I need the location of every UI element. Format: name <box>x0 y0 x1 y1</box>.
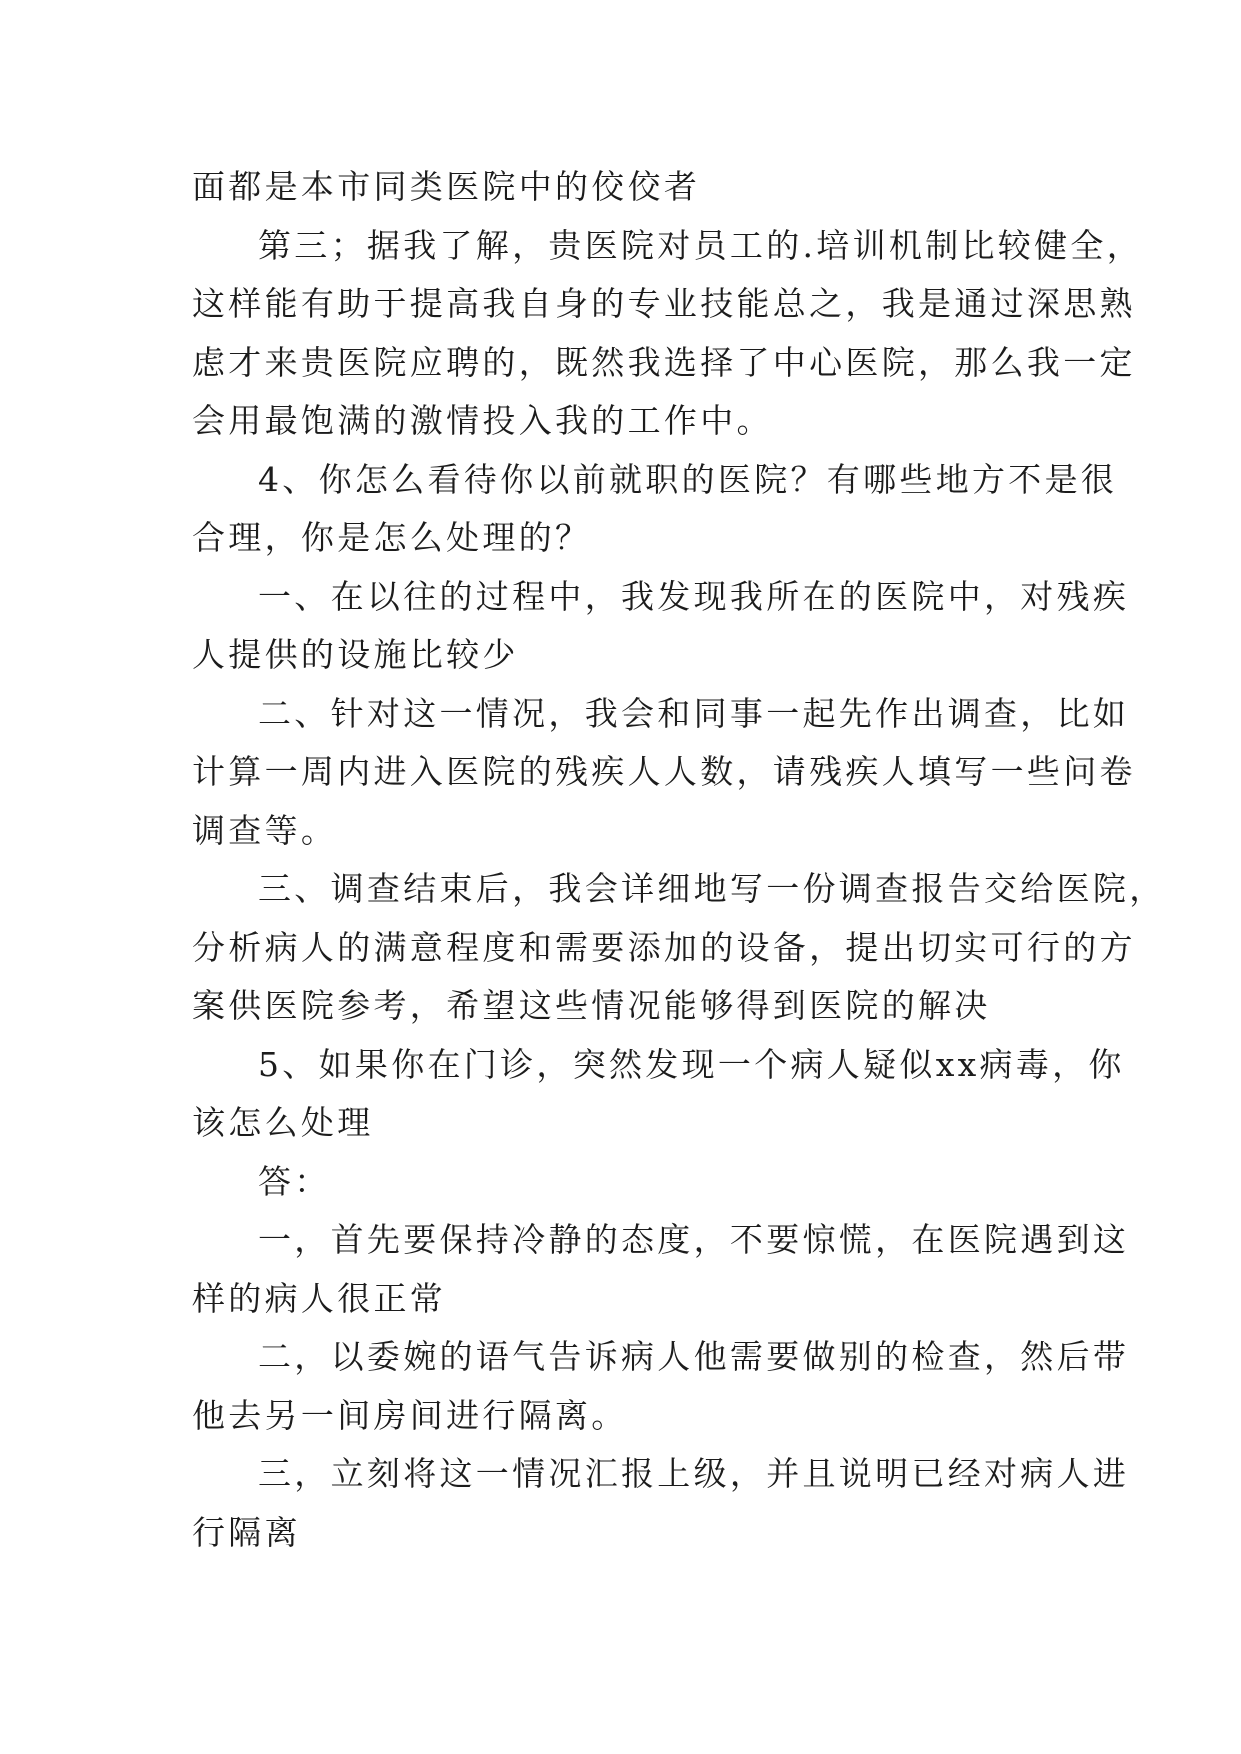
text-line: 二、针对这一情况，我会和同事一起先作出调查，比如 <box>258 693 1130 733</box>
text-line: 调查等。 <box>192 810 338 850</box>
answer-4-point-2 <box>192 685 1136 861</box>
text-line: 行隔离 <box>192 1512 301 1552</box>
paragraph-third-reason <box>192 217 1143 451</box>
text-line: 第三；据我了解，贵医院对员工的.培训机制比较健全， <box>258 225 1143 265</box>
text-line: 4、你怎么看待你以前就职的医院？有哪些地方不是很 <box>258 459 1118 499</box>
text-line: 一，首先要保持冷静的态度，不要惊慌，在医院遇到这 <box>258 1220 1130 1259</box>
text-line: 三，立刻将这一情况汇报上级，并且说明已经对病人进 <box>258 1454 1130 1493</box>
text-line: 他去另一间房间进行隔离。 <box>192 1395 628 1435</box>
text-line: 三、调查结束后，我会详细地写一份调查报告交给医院， <box>258 869 1166 908</box>
text-line: 计算一周内进入医院的残疾人人数，请残疾人填写一些问卷 <box>192 752 1136 791</box>
text-line: 人提供的设施比较少 <box>192 635 519 674</box>
text-line: 分析病人的满意程度和需要添加的设备，提出切实可行的方 <box>192 927 1136 967</box>
paragraph-continuation <box>192 158 1062 217</box>
text-line: 该怎么处理 <box>192 1103 374 1142</box>
text-line: 5、如果你在门诊，突然发现一个病人疑似xx病毒，你 <box>258 1044 1125 1084</box>
answer-5-point-1 <box>192 1211 1130 1328</box>
text-line: 案供医院参考，希望这些情况能够得到医院的解决 <box>192 986 991 1025</box>
question-4 <box>192 451 1118 568</box>
text-line: 二，以委婉的语气告诉病人他需要做别的检查，然后带 <box>258 1337 1130 1376</box>
question-5 <box>192 1036 1125 1153</box>
text-line: 合理，你是怎么处理的？ <box>192 518 592 557</box>
text-line: 这样能有助于提高我自身的专业技能总之，我是通过深思熟 <box>192 284 1136 323</box>
answer-label <box>192 1153 1062 1212</box>
answer-4-point-1 <box>192 568 1130 685</box>
answer-4-point-3 <box>192 860 1166 1036</box>
text-line: 会用最饱满的激情投入我的工作中。 <box>192 401 773 440</box>
text-line: 样的病人很正常 <box>192 1278 447 1318</box>
answer-5-point-3 <box>192 1445 1130 1562</box>
text-line: 答： <box>258 1161 331 1201</box>
answer-5-point-2 <box>192 1328 1130 1445</box>
text-line: 面都是本市同类医院中的佼佼者 <box>192 167 701 206</box>
text-line: 虑才来贵医院应聘的，既然我选择了中心医院，那么我一定 <box>192 342 1136 382</box>
text-line: 一、在以往的过程中，我发现我所在的医院中，对残疾 <box>258 576 1130 616</box>
document-body <box>192 158 1166 1562</box>
